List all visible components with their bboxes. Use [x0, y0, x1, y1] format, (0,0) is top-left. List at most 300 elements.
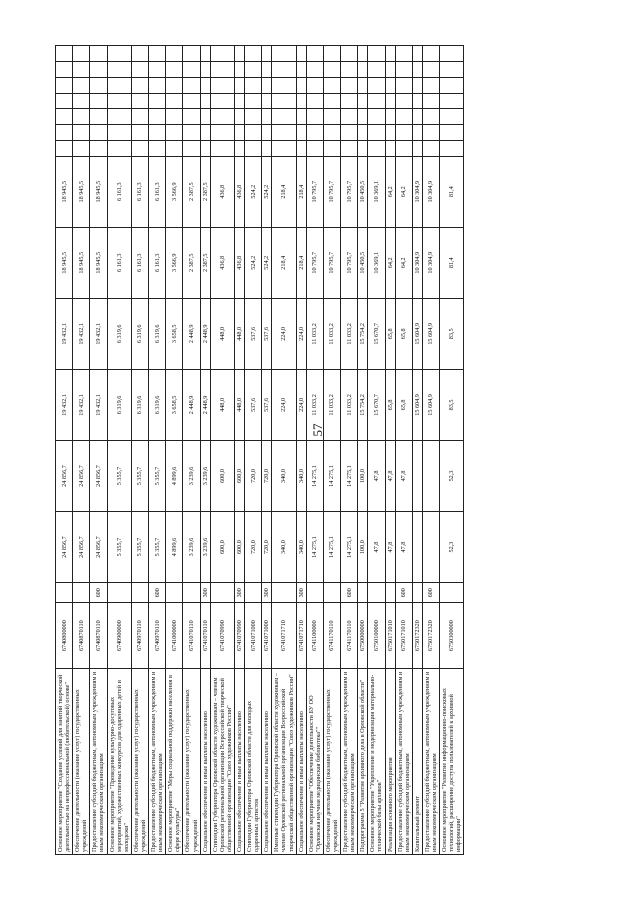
cell-empty — [422, 109, 439, 125]
cell-v1: 5 355,7 — [107, 512, 131, 583]
cell-v1: 3 239,6 — [200, 512, 210, 583]
cell-v3: 2 448,9 — [200, 369, 210, 440]
cell-empty — [200, 61, 210, 77]
cell-v2: 3 239,6 — [200, 440, 210, 511]
table-row — [73, 46, 90, 855]
cell-v3: 3 658,5 — [166, 369, 183, 440]
cell-v5: 6 161,3 — [149, 227, 166, 298]
cell-empty — [422, 93, 439, 109]
cell-code: 6750172320 — [422, 603, 439, 668]
cell-v4: 11 033,2 — [306, 298, 323, 369]
cell-v2: 340,0 — [272, 440, 296, 511]
table-row — [200, 46, 210, 855]
cell-name: Обеспечение деятельности (оказание услуг) государственных учреждений — [73, 668, 90, 854]
table-row — [210, 46, 234, 855]
cell-empty — [131, 125, 148, 141]
cell-empty — [385, 125, 395, 141]
table-row — [358, 46, 368, 855]
table-row — [90, 46, 107, 855]
cell-v2: 24 856,7 — [73, 440, 90, 511]
cell-v2: 5 355,7 — [149, 440, 166, 511]
cell-v2 — [422, 440, 439, 511]
cell-empty — [395, 93, 412, 109]
cell-code: 6750000000 — [358, 603, 368, 668]
cell-empty — [296, 77, 306, 93]
cell-empty — [385, 109, 395, 125]
cell-empty — [234, 93, 244, 109]
cell-empty — [245, 77, 262, 93]
cell-name: Социальное обеспечение и иные выплаты населению — [296, 668, 306, 854]
cell-empty — [183, 125, 200, 141]
cell-code: 6750172320 — [412, 603, 422, 668]
cell-empty — [341, 125, 358, 141]
cell-empty — [323, 93, 340, 109]
cell-v3: 65,8 — [385, 369, 395, 440]
cell-empty — [262, 140, 272, 156]
cell-code: 6741071710 — [296, 603, 306, 668]
cell-v2: 24 856,7 — [90, 440, 107, 511]
cell-v1: 14 275,1 — [323, 512, 340, 583]
cell-empty — [385, 46, 395, 62]
cell-v1: 14 275,1 — [306, 512, 323, 583]
cell-empty — [234, 77, 244, 93]
cell-vr — [440, 583, 464, 603]
cell-empty — [272, 93, 296, 109]
cell-vr: 300 — [296, 583, 306, 603]
cell-name: Предоставление субсидий бюджетным, автономным учреждениям и иным некоммерческим организациям — [341, 668, 358, 854]
cell-v2: 4 899,6 — [166, 440, 183, 511]
cell-empty — [323, 77, 340, 93]
cell-empty — [56, 61, 73, 77]
cell-v6: 218,4 — [296, 156, 306, 227]
cell-empty — [368, 77, 385, 93]
cell-v6: 10 304,9 — [422, 156, 439, 227]
table-row — [149, 46, 166, 855]
cell-vr — [56, 583, 73, 603]
cell-code: 6740970110 — [131, 603, 148, 668]
cell-v4: 3 658,5 — [166, 298, 183, 369]
cell-v1: 340,0 — [272, 512, 296, 583]
cell-empty — [131, 61, 148, 77]
cell-empty — [149, 125, 166, 141]
cell-empty — [56, 46, 73, 62]
cell-code: 6741070990 — [234, 603, 244, 668]
cell-empty — [107, 93, 131, 109]
cell-v3: 15 604,9 — [412, 369, 422, 440]
cell-code: 6740870110 — [90, 603, 107, 668]
cell-empty — [262, 46, 272, 62]
cell-v6: 18 945,5 — [56, 156, 73, 227]
cell-v5: 18 945,5 — [90, 227, 107, 298]
cell-empty — [395, 61, 412, 77]
cell-v1: 720,0 — [262, 512, 272, 583]
cell-empty — [412, 109, 422, 125]
cell-v4: 537,6 — [245, 298, 262, 369]
cell-v1: 3 239,6 — [183, 512, 200, 583]
cell-name: Обеспечение деятельности (оказание услуг) государственных учреждений — [131, 668, 148, 854]
cell-code: 6741070990 — [210, 603, 234, 668]
cell-v5: 18 945,5 — [56, 227, 73, 298]
cell-empty — [210, 46, 234, 62]
cell-empty — [107, 61, 131, 77]
cell-v1: 5 355,7 — [131, 512, 148, 583]
cell-empty — [412, 93, 422, 109]
cell-empty — [306, 125, 323, 141]
cell-empty — [149, 77, 166, 93]
cell-empty — [210, 140, 234, 156]
cell-v5: 524,2 — [262, 227, 272, 298]
cell-v4: 15 604,9 — [412, 298, 422, 369]
cell-empty — [422, 61, 439, 77]
cell-v3: 448,0 — [210, 369, 234, 440]
cell-empty — [341, 77, 358, 93]
cell-empty — [395, 77, 412, 93]
cell-v3: 19 432,1 — [56, 369, 73, 440]
cell-empty — [358, 46, 368, 62]
cell-v5: 10 795,7 — [306, 227, 323, 298]
cell-v4: 19 432,1 — [73, 298, 90, 369]
cell-empty — [440, 140, 464, 156]
cell-code: 6741071000 — [262, 603, 272, 668]
cell-empty — [56, 140, 73, 156]
cell-v1: 600,0 — [210, 512, 234, 583]
cell-empty — [358, 109, 368, 125]
cell-vr — [210, 583, 234, 603]
cell-name: Основное мероприятие "Меры социальной поддержки населения в сфере культуры" — [166, 668, 183, 854]
cell-v3: 224,0 — [296, 369, 306, 440]
cell-v5: 10 304,9 — [412, 227, 422, 298]
cell-empty — [56, 93, 73, 109]
cell-v5: 436,8 — [234, 227, 244, 298]
cell-v5: 436,8 — [210, 227, 234, 298]
cell-empty — [245, 93, 262, 109]
cell-v2: 720,0 — [245, 440, 262, 511]
cell-empty — [272, 140, 296, 156]
cell-empty — [245, 46, 262, 62]
cell-empty — [245, 140, 262, 156]
cell-empty — [395, 125, 412, 141]
table-row — [385, 46, 395, 855]
cell-empty — [323, 109, 340, 125]
cell-v6: 81,4 — [440, 156, 464, 227]
cell-empty — [107, 46, 131, 62]
cell-vr — [358, 583, 368, 603]
table-row — [183, 46, 200, 855]
cell-code: 6750300000 — [440, 603, 464, 668]
cell-v1: 600,0 — [234, 512, 244, 583]
cell-empty — [412, 61, 422, 77]
cell-empty — [131, 109, 148, 125]
cell-v3: 65,8 — [395, 369, 412, 440]
cell-empty — [90, 140, 107, 156]
cell-empty — [296, 61, 306, 77]
cell-empty — [107, 77, 131, 93]
cell-v2: 47,8 — [385, 440, 395, 511]
cell-empty — [200, 77, 210, 93]
cell-empty — [107, 125, 131, 141]
cell-empty — [210, 109, 234, 125]
cell-v6: 524,2 — [245, 156, 262, 227]
cell-v2: 5 355,7 — [131, 440, 148, 511]
cell-name: Основное мероприятие "Развитие информационно-поисковых технологий, расширение доступа пользователей к архивной информации" — [440, 668, 464, 854]
cell-empty — [385, 61, 395, 77]
cell-empty — [149, 93, 166, 109]
table-row — [341, 46, 358, 855]
cell-v6: 524,2 — [262, 156, 272, 227]
cell-empty — [422, 77, 439, 93]
table-row — [272, 46, 296, 855]
cell-name: Обеспечение деятельности (оказание услуг) государственных учреждений — [323, 668, 340, 854]
cell-v4: 448,0 — [210, 298, 234, 369]
cell-empty — [422, 125, 439, 141]
cell-empty — [131, 140, 148, 156]
cell-v3: 537,6 — [245, 369, 262, 440]
cell-v4: 6 319,6 — [149, 298, 166, 369]
cell-v6: 218,4 — [272, 156, 296, 227]
table-row — [412, 46, 422, 855]
cell-empty — [323, 125, 340, 141]
cell-name: Реализация основного мероприятия — [385, 668, 395, 854]
cell-empty — [56, 125, 73, 141]
cell-empty — [107, 140, 131, 156]
cell-v5: 218,4 — [272, 227, 296, 298]
cell-empty — [90, 125, 107, 141]
table-row — [395, 46, 412, 855]
cell-code: 6741170110 — [341, 603, 358, 668]
cell-v5: 218,4 — [296, 227, 306, 298]
cell-empty — [306, 93, 323, 109]
cell-empty — [166, 77, 183, 93]
cell-code: 6741070110 — [200, 603, 210, 668]
cell-vr: 300 — [262, 583, 272, 603]
cell-v3: 83,5 — [440, 369, 464, 440]
cell-vr — [368, 583, 385, 603]
table-row — [368, 46, 385, 855]
cell-empty — [395, 140, 412, 156]
cell-empty — [412, 77, 422, 93]
cell-empty — [73, 125, 90, 141]
cell-v3: 537,6 — [262, 369, 272, 440]
cell-v4: 83,5 — [440, 298, 464, 369]
cell-v4: 224,0 — [296, 298, 306, 369]
cell-vr — [183, 583, 200, 603]
cell-v5: 524,2 — [245, 227, 262, 298]
cell-v4: 19 432,1 — [90, 298, 107, 369]
cell-empty — [166, 109, 183, 125]
cell-v6: 64,2 — [395, 156, 412, 227]
cell-v5: 18 945,5 — [73, 227, 90, 298]
cell-vr — [245, 583, 262, 603]
cell-v1: 47,8 — [395, 512, 412, 583]
cell-v3: 15 670,7 — [368, 369, 385, 440]
cell-vr — [272, 583, 296, 603]
cell-v5: 2 387,5 — [183, 227, 200, 298]
cell-code: 6750171010 — [395, 603, 412, 668]
cell-empty — [262, 93, 272, 109]
cell-empty — [368, 109, 385, 125]
cell-empty — [358, 61, 368, 77]
cell-v2 — [412, 440, 422, 511]
cell-v6: 10 795,7 — [341, 156, 358, 227]
cell-vr — [107, 583, 131, 603]
cell-code: 6740970110 — [149, 603, 166, 668]
cell-empty — [341, 61, 358, 77]
cell-empty — [183, 77, 200, 93]
cell-empty — [296, 93, 306, 109]
cell-empty — [166, 93, 183, 109]
cell-empty — [412, 140, 422, 156]
cell-v4: 15 604,9 — [422, 298, 439, 369]
cell-vr: 600 — [422, 583, 439, 603]
cell-vr — [385, 583, 395, 603]
cell-empty — [107, 109, 131, 125]
cell-empty — [73, 77, 90, 93]
cell-empty — [306, 140, 323, 156]
cell-vr: 600 — [90, 583, 107, 603]
cell-v6: 18 945,5 — [90, 156, 107, 227]
cell-empty — [245, 61, 262, 77]
cell-v2: 24 856,7 — [56, 440, 73, 511]
cell-empty — [262, 77, 272, 93]
cell-v1: 5 355,7 — [149, 512, 166, 583]
cell-v5: 6 161,3 — [107, 227, 131, 298]
cell-code: 6741071000 — [245, 603, 262, 668]
cell-vr — [73, 583, 90, 603]
cell-empty — [200, 140, 210, 156]
cell-v1: 47,8 — [385, 512, 395, 583]
cell-empty — [341, 93, 358, 109]
cell-v2: 52,3 — [440, 440, 464, 511]
cell-empty — [149, 46, 166, 62]
cell-v4: 2 448,9 — [200, 298, 210, 369]
cell-empty — [183, 140, 200, 156]
cell-vr — [412, 583, 422, 603]
cell-name: Основное мероприятие "Обеспечение деятельности БУ ОО "Орловская научная медицинская библиотека"" — [306, 668, 323, 854]
cell-v3: 11 033,2 — [323, 369, 340, 440]
cell-name: Именные стипендии Губернатора Орловской области художникам – членам Орловской региональной организации Всероссийской творческой общественной организации "Союз художников России" — [272, 668, 296, 854]
cell-empty — [323, 61, 340, 77]
cell-v4: 15 670,7 — [368, 298, 385, 369]
cell-empty — [358, 93, 368, 109]
cell-empty — [149, 140, 166, 156]
cell-vr: 300 — [234, 583, 244, 603]
cell-empty — [149, 61, 166, 77]
cell-empty — [368, 46, 385, 62]
cell-empty — [73, 109, 90, 125]
cell-v2: 100,0 — [358, 440, 368, 511]
table-row — [422, 46, 439, 855]
cell-empty — [149, 109, 166, 125]
cell-empty — [210, 61, 234, 77]
cell-v6: 10 795,7 — [323, 156, 340, 227]
cell-empty — [166, 125, 183, 141]
cell-v5: 2 387,5 — [200, 227, 210, 298]
cell-empty — [90, 46, 107, 62]
cell-empty — [200, 93, 210, 109]
cell-code: 6741071710 — [272, 603, 296, 668]
cell-empty — [272, 109, 296, 125]
cell-v6: 3 566,9 — [166, 156, 183, 227]
cell-v3: 11 033,2 — [341, 369, 358, 440]
cell-empty — [358, 125, 368, 141]
cell-v1 — [412, 512, 422, 583]
cell-vr: 600 — [395, 583, 412, 603]
cell-v6: 10 450,5 — [358, 156, 368, 227]
cell-v2: 720,0 — [262, 440, 272, 511]
cell-name: Предоставление субсидий бюджетным, автономным учреждениям и иным некоммерческим организациям — [395, 668, 412, 854]
cell-empty — [183, 109, 200, 125]
cell-vr: 300 — [200, 583, 210, 603]
cell-empty — [368, 61, 385, 77]
cell-code: 6740800000 — [56, 603, 73, 668]
cell-v5: 64,2 — [385, 227, 395, 298]
cell-empty — [73, 93, 90, 109]
cell-code: 6750171010 — [385, 603, 395, 668]
cell-empty — [245, 125, 262, 141]
cell-v3: 6 319,6 — [131, 369, 148, 440]
cell-code: 6741170110 — [323, 603, 340, 668]
cell-code: 6741100000 — [306, 603, 323, 668]
budget-table-container — [55, 45, 605, 855]
cell-empty — [200, 125, 210, 141]
table-row — [262, 46, 272, 855]
cell-v2: 600,0 — [234, 440, 244, 511]
cell-v4: 448,0 — [234, 298, 244, 369]
cell-empty — [210, 125, 234, 141]
cell-empty — [368, 140, 385, 156]
cell-empty — [296, 125, 306, 141]
cell-name: Социальное обеспечение и иные выплаты населению — [200, 668, 210, 854]
cell-v6: 64,2 — [385, 156, 395, 227]
cell-v5: 81,4 — [440, 227, 464, 298]
cell-empty — [422, 140, 439, 156]
cell-v5: 10 795,7 — [323, 227, 340, 298]
cell-v3: 15 604,9 — [422, 369, 439, 440]
cell-empty — [272, 46, 296, 62]
cell-name: Капитальный ремонт — [412, 668, 422, 854]
cell-empty — [440, 109, 464, 125]
cell-empty — [90, 93, 107, 109]
cell-empty — [385, 77, 395, 93]
cell-empty — [166, 61, 183, 77]
cell-v5: 6 161,3 — [131, 227, 148, 298]
cell-code: 6740900000 — [107, 603, 131, 668]
cell-empty — [73, 46, 90, 62]
cell-empty — [234, 46, 244, 62]
cell-name: Основное мероприятие "Проведение культурно-досуговых мероприятий, художественных конкурсов для одаренных детей и молодежи" — [107, 668, 131, 854]
cell-empty — [440, 125, 464, 141]
cell-v2: 5 355,7 — [107, 440, 131, 511]
cell-vr — [306, 583, 323, 603]
cell-empty — [262, 61, 272, 77]
cell-v6: 6 161,3 — [131, 156, 148, 227]
table-row — [56, 46, 73, 855]
cell-name: Стипендии Губернатора Орловской области художникам – членам Орловской региональной организации Всероссийской творческой общественной организации "Союз художников России" — [210, 668, 234, 854]
cell-empty — [56, 109, 73, 125]
cell-v6: 6 161,3 — [107, 156, 131, 227]
cell-v3: 15 754,2 — [358, 369, 368, 440]
cell-v6: 18 945,5 — [73, 156, 90, 227]
cell-empty — [234, 125, 244, 141]
cell-v1: 47,8 — [368, 512, 385, 583]
cell-v4: 15 754,2 — [358, 298, 368, 369]
cell-empty — [272, 125, 296, 141]
cell-code: 6740870110 — [73, 603, 90, 668]
cell-empty — [395, 46, 412, 62]
cell-v3: 448,0 — [234, 369, 244, 440]
cell-empty — [166, 140, 183, 156]
cell-code: 6750100000 — [368, 603, 385, 668]
